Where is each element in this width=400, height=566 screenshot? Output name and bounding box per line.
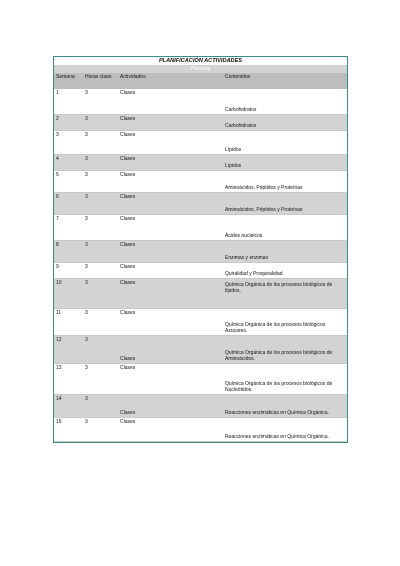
cell-activity: Clases [118,278,223,308]
cell-hours: 3 [83,89,118,114]
table-row [54,278,347,308]
cell-week: 12 [54,335,83,363]
cell-week: 5 [54,170,83,192]
cell-week: 13 [54,363,83,394]
cell-content: Enzimas y enzimas [223,240,347,262]
cell-content: Lípidos [223,130,347,154]
cell-activity: Clases [118,192,223,214]
cell-week: 8 [54,240,83,262]
cell-hours: 3 [83,278,118,308]
table-header-row [54,73,347,89]
cell-activity: Clases [118,417,223,441]
cell-activity: Clases [118,240,223,262]
cell-activity: Clases [118,89,223,114]
table-row [54,240,347,262]
cell-hours: 3 [83,114,118,130]
cell-hours: 3 [83,154,118,170]
cell-hours: 3 [83,240,118,262]
table-row [54,192,347,214]
cell-content: Carbohidratos [223,89,347,114]
cell-content: Ácidos nucleicos. [223,214,347,240]
cell-hours: 3 [83,262,118,278]
cell-hours: 3 [83,192,118,214]
cell-activity: Clases [118,308,223,335]
cell-hours: 3 [83,308,118,335]
cell-activity: Clases [118,130,223,154]
cell-hours: 3 [83,130,118,154]
cell-week: 1 [54,89,83,114]
cell-content: Química Orgánica de los procesos biológicos de Aminoácidos. [223,335,347,363]
cell-activity: Clases [118,114,223,130]
cell-activity: Clases [118,394,223,417]
planning-sheet [53,56,348,443]
cell-week: 4 [54,154,83,170]
cell-week: 15 [54,417,83,441]
cell-content: Reacciones enzimáticas en Química Orgánica. [223,394,347,417]
cell-content: Aminoácidos, Péptidos y Proteínas [223,170,347,192]
cell-content: Quiralidad y Proquiralidad [223,262,347,278]
cell-week: 9 [54,262,83,278]
table-row [54,154,347,170]
table-row [54,262,347,278]
cell-hours: 3 [83,417,118,441]
cell-week: 2 [54,114,83,130]
cell-week: 14 [54,394,83,417]
table-row [54,130,347,154]
column-header-activities: Actividades [118,73,223,89]
table-row [54,394,347,417]
table-row [54,363,347,394]
cell-activity: Clases [118,363,223,394]
cell-hours: 3 [83,214,118,240]
table-row [54,170,347,192]
cell-activity: Clases [118,170,223,192]
cell-activity: Clases [118,154,223,170]
table-row [54,308,347,335]
cell-activity: Clases [118,335,223,363]
cell-content: Reacciones enzimáticas en Química Orgánica. [223,417,347,441]
cell-activity: Clases [118,262,223,278]
cell-week: 3 [54,130,83,154]
table-row [54,114,347,130]
cell-week: 11 [54,308,83,335]
cell-content: Carbohidratos [223,114,347,130]
table-row [54,214,347,240]
table-row [54,89,347,114]
planning-subtitle: Planning [54,66,347,73]
column-header-week: Semana [54,73,83,89]
cell-week: 7 [54,214,83,240]
table-row [54,417,347,441]
planning-table [54,73,347,442]
column-header-contents: Contenidos [223,73,347,89]
cell-week: 10 [54,278,83,308]
column-header-hours: Horas clase [83,73,118,89]
cell-hours: 3 [83,363,118,394]
cell-hours: 3 [83,170,118,192]
cell-hours: 3 [83,335,118,363]
cell-activity: Clases [118,214,223,240]
table-row [54,335,347,363]
cell-content: Lípidos [223,154,347,170]
cell-content: Química Orgánica de los procesos biológicos Azucares. [223,308,347,335]
cell-hours: 3 [83,394,118,417]
cell-content: Aminoácidos, Péptidos y Proteínas [223,192,347,214]
cell-week: 6 [54,192,83,214]
planning-title: PLANIFICACIÓN ACTIVIDADES [54,57,347,66]
cell-content: Química Orgánica de los procesos biológicos de Nucleótidos. [223,363,347,394]
cell-content: Química Orgánica de los procesos biológicos de lípidos. [223,278,347,308]
